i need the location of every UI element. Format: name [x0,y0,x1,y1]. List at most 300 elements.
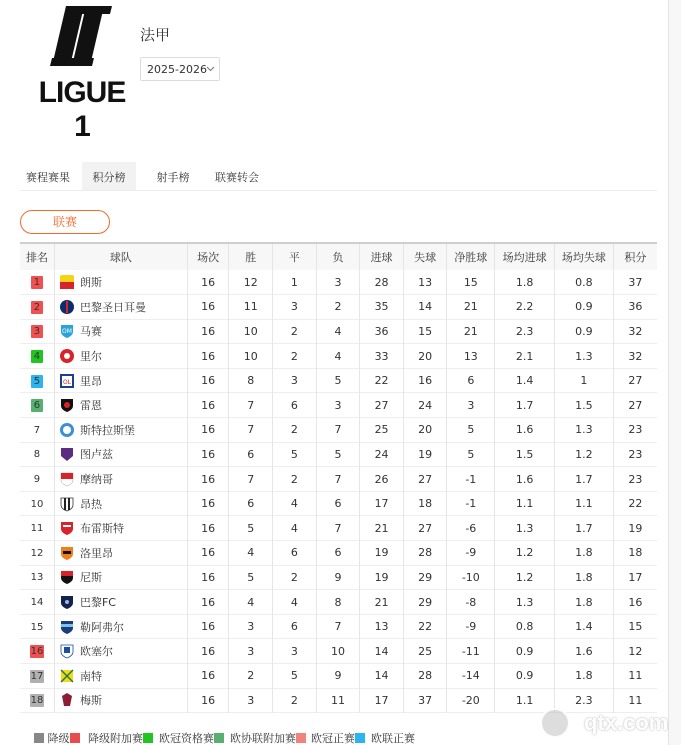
table-row[interactable] [20,270,657,295]
avg-goals-against-cell: 2.3 [555,688,614,713]
rank-cell [20,639,54,664]
rank-cell [20,319,54,344]
table-row[interactable] [20,639,657,664]
team-badge-lille-icon [59,348,75,364]
rank-cell [20,516,54,541]
league-filter-button[interactable]: 联赛 [20,210,110,234]
avg-goals-against-cell: 1.7 [555,467,614,492]
goals-for-cell: 28 [360,270,404,295]
rank-badge: 14 [30,597,44,609]
draws-cell: 6 [273,614,317,639]
goals-against-cell: 28 [403,664,447,689]
losses-cell: 6 [316,541,360,566]
team-badge-psg-icon [59,299,75,315]
goals-against-cell: 15 [403,319,447,344]
played-cell: 16 [187,295,229,320]
losses-cell: 8 [316,590,360,615]
league-name: 法甲 [140,26,171,44]
team-name[interactable]: 巴黎圣日耳曼 [79,300,146,314]
avg-goals-against-cell: 1.1 [555,491,614,516]
table-row[interactable] [20,491,657,516]
goals-against-cell: 27 [403,516,447,541]
legend-item-uel-main [371,730,415,745]
losses-cell: 5 [316,442,360,467]
table-row[interactable] [20,516,657,541]
rank-badge: 10 [30,498,44,510]
avg-goals-for-cell: 1.6 [495,418,555,443]
rank-badge: 15 [30,621,44,633]
col-header-avg-goals-against: 场均失球 [555,243,614,270]
avg-goals-against-cell: 1.8 [555,565,614,590]
wins-cell: 10 [229,344,273,369]
team-badge-nantes-icon [59,668,75,684]
losses-cell: 3 [316,270,360,295]
wins-cell: 3 [229,614,273,639]
wins-cell: 11 [229,295,273,320]
goals-against-cell: 24 [403,393,447,418]
rank-badge: 1 [31,276,43,289]
goals-for-cell: 14 [360,664,404,689]
wins-cell: 5 [229,565,273,590]
avg-goals-against-cell: 1.6 [555,639,614,664]
losses-cell: 2 [316,295,360,320]
team-badge-rennes-icon [59,397,75,413]
wins-cell: 12 [229,270,273,295]
rank-cell [20,393,54,418]
rank-badge: 16 [30,646,44,658]
table-row[interactable] [20,368,657,393]
legend-label: 降级附加赛 [88,732,143,745]
scrollbar[interactable] [669,0,681,745]
team-name[interactable]: 南特 [79,669,102,683]
goals-against-cell: 16 [403,368,447,393]
avg-goals-against-cell: 1.7 [555,516,614,541]
team-badge-toulouse-icon [59,446,75,462]
goals-for-cell: 35 [360,295,404,320]
table-row[interactable] [20,467,657,492]
draws-cell: 6 [273,541,317,566]
watermark-logo-icon [540,708,570,738]
legend-swatch [355,733,365,743]
team-name[interactable]: 朗斯 [79,276,102,290]
losses-cell: 7 [316,614,360,639]
table-row[interactable] [20,614,657,639]
col-header-draws: 平 [273,243,317,270]
goal-diff-cell: -14 [447,664,495,689]
team-name[interactable]: 布雷斯特 [79,522,124,536]
avg-goals-for-cell: 0.8 [495,614,555,639]
col-header-goal-diff: 净胜球 [447,243,495,270]
team-badge-auxerre-icon [59,643,75,659]
goals-against-cell: 13 [403,270,447,295]
avg-goals-against-cell: 1.8 [555,590,614,615]
avg-goals-for-cell: 1.7 [495,393,555,418]
team-cell[interactable] [54,270,187,295]
goal-diff-cell: 3 [447,393,495,418]
goals-for-cell: 17 [360,491,404,516]
played-cell: 16 [187,393,229,418]
col-header-wins: 胜 [229,243,273,270]
rank-cell [20,614,54,639]
team-badge-brest-icon [59,520,75,536]
points-cell: 23 [628,447,643,461]
avg-goals-against-cell: 1.8 [555,541,614,566]
played-cell: 16 [187,467,229,492]
points-cell: 11 [628,669,643,683]
team-name[interactable]: 马赛 [79,325,102,339]
goal-diff-cell: -9 [447,614,495,639]
team-name[interactable]: 里昂 [79,374,102,388]
rank-badge: 4 [31,350,43,363]
goal-diff-cell: -9 [447,541,495,566]
legend-item-ucl-qualifying [159,730,224,745]
rank-cell [20,270,54,295]
draws-cell: 2 [273,344,317,369]
draws-cell: 6 [273,393,317,418]
goals-against-cell: 19 [403,442,447,467]
team-badge-parisfc-icon [59,594,75,610]
avg-goals-for-cell: 1.8 [495,270,555,295]
avg-goals-against-cell: 0.9 [555,319,614,344]
col-header-losses: 负 [316,243,360,270]
losses-cell: 11 [316,688,360,713]
team-cell[interactable] [54,295,187,320]
team-badge-lens-icon [59,274,75,290]
legend-item-relegation-playoff [88,730,153,745]
draws-cell: 3 [273,639,317,664]
table-row[interactable] [20,565,657,590]
table-row[interactable] [20,664,657,689]
points-cell: 27 [628,398,643,412]
rank-cell [20,442,54,467]
losses-cell: 4 [316,344,360,369]
goal-diff-cell: -6 [447,516,495,541]
points-cell: 36 [628,300,643,314]
goals-for-cell: 22 [360,368,404,393]
avg-goals-against-cell: 1.4 [555,614,614,639]
played-cell: 16 [187,270,229,295]
goals-against-cell: 25 [403,639,447,664]
rank-badge: 17 [30,670,44,682]
draws-cell: 4 [273,590,317,615]
team-cell[interactable] [54,590,187,615]
losses-cell: 7 [316,418,360,443]
rank-badge: 8 [33,449,41,461]
goals-against-cell: 28 [403,541,447,566]
team-cell[interactable] [54,541,187,566]
losses-cell: 9 [316,565,360,590]
wins-cell: 7 [229,393,273,418]
goals-for-cell: 24 [360,442,404,467]
team-cell[interactable] [54,442,187,467]
goals-for-cell: 36 [360,319,404,344]
avg-goals-against-cell: 1.8 [555,664,614,689]
avg-goals-for-cell: 1.4 [495,368,555,393]
draws-cell: 1 [273,270,317,295]
tab-scorers[interactable]: 射手榜 [156,171,190,184]
avg-goals-for-cell: 1.1 [495,491,555,516]
standings-table [20,242,657,713]
team-name[interactable]: 图卢兹 [79,448,113,462]
goals-against-cell: 27 [403,467,447,492]
avg-goals-for-cell: 1.2 [495,541,555,566]
team-name[interactable]: 雷恩 [79,399,102,413]
col-header-goals-for: 进球 [360,243,404,270]
goal-diff-cell: 5 [447,418,495,443]
points-cell: 32 [628,324,643,338]
team-cell[interactable] [54,393,187,418]
team-cell[interactable] [54,491,187,516]
draws-cell: 3 [273,295,317,320]
team-badge-strasbourg-icon [59,422,75,438]
rank-cell [20,565,54,590]
played-cell: 16 [187,442,229,467]
played-cell: 16 [187,688,229,713]
col-header-played: 场次 [187,243,229,270]
goals-for-cell: 14 [360,639,404,664]
wins-cell: 6 [229,491,273,516]
table-header-row [20,243,657,270]
team-badge-marseille-icon [59,323,75,339]
team-cell[interactable] [54,614,187,639]
table-row[interactable] [20,418,657,443]
team-cell[interactable] [54,688,187,713]
goals-against-cell: 20 [403,344,447,369]
draws-cell: 4 [273,491,317,516]
losses-cell: 7 [316,516,360,541]
rank-cell [20,368,54,393]
wins-cell: 8 [229,368,273,393]
avg-goals-for-cell: 1.5 [495,442,555,467]
svg-text:OL: OL [62,378,72,386]
goal-diff-cell: 5 [447,442,495,467]
team-cell[interactable] [54,319,187,344]
goals-for-cell: 13 [360,614,404,639]
goal-diff-cell: 13 [447,344,495,369]
avg-goals-against-cell: 0.9 [555,295,614,320]
team-name[interactable]: 洛里昂 [79,546,113,560]
points-cell: 32 [628,349,643,363]
table-row[interactable] [20,541,657,566]
legend-item-uecl-playoff [230,730,306,745]
col-header-points: 积分 [624,251,647,264]
legend-label: 欧冠资格赛 [159,732,214,745]
goals-against-cell: 20 [403,418,447,443]
played-cell: 16 [187,541,229,566]
rank-badge: 11 [30,523,44,535]
played-cell: 16 [187,368,229,393]
team-cell[interactable] [54,565,187,590]
rank-cell [20,541,54,566]
team-name[interactable]: 摩纳哥 [79,473,113,487]
col-header-team: 球队 [54,243,187,270]
team-cell[interactable] [54,368,187,393]
rank-cell [20,344,54,369]
team-cell[interactable] [54,344,187,369]
rank-cell [20,664,54,689]
wins-cell: 3 [229,639,273,664]
team-name[interactable]: 尼斯 [79,571,102,585]
losses-cell: 3 [316,393,360,418]
rank-cell [20,491,54,516]
avg-goals-for-cell: 1.1 [495,688,555,713]
played-cell: 16 [187,639,229,664]
team-name[interactable]: 斯特拉斯堡 [79,423,135,437]
goals-against-cell: 18 [403,491,447,516]
goals-against-cell: 37 [403,688,447,713]
avg-goals-against-cell: 1.3 [555,418,614,443]
legend-swatch [214,733,224,743]
rank-badge: 13 [30,572,44,584]
goal-diff-cell: -1 [447,467,495,492]
team-cell[interactable] [54,639,187,664]
points-cell: 15 [628,620,643,634]
draws-cell: 2 [273,418,317,443]
goals-against-cell: 29 [403,590,447,615]
team-name[interactable]: 昂热 [79,497,102,511]
avg-goals-for-cell: 1.3 [495,590,555,615]
team-badge-nice-icon [59,569,75,585]
draws-cell: 2 [273,688,317,713]
avg-goals-for-cell: 2.3 [495,319,555,344]
losses-cell: 5 [316,368,360,393]
goal-diff-cell: 15 [447,270,495,295]
goals-for-cell: 17 [360,688,404,713]
svg-text:OM: OM [62,328,72,336]
avg-goals-for-cell: 0.9 [495,639,555,664]
wins-cell: 2 [229,664,273,689]
draws-cell: 5 [273,442,317,467]
played-cell: 16 [187,565,229,590]
points-cell: 23 [628,472,643,486]
losses-cell: 10 [316,639,360,664]
legend-swatch [296,733,306,743]
team-badge-lehavre-icon [59,619,75,635]
points-cell: 37 [628,275,643,289]
rank-cell [20,418,54,443]
team-name[interactable]: 巴黎FC [79,596,116,610]
wins-cell: 5 [229,516,273,541]
wins-cell: 4 [229,541,273,566]
rank-badge: 3 [31,325,43,338]
wins-cell: 3 [229,688,273,713]
goals-for-cell: 33 [360,344,404,369]
team-name[interactable]: 梅斯 [79,694,102,708]
goals-against-cell: 22 [403,614,447,639]
team-cell[interactable] [54,516,187,541]
avg-goals-for-cell: 2.2 [495,295,555,320]
season-select[interactable] [140,57,220,81]
table-row[interactable] [20,442,657,467]
avg-goals-for-cell: 0.9 [495,664,555,689]
goal-diff-cell: -1 [447,491,495,516]
team-name[interactable]: 勒阿弗尔 [79,620,124,634]
avg-goals-for-cell: 1.2 [495,565,555,590]
table-row[interactable] [20,393,657,418]
ligue1-logo [36,4,128,143]
wins-cell: 6 [229,442,273,467]
team-badge-monaco-icon [59,471,75,487]
wins-cell: 7 [229,467,273,492]
goal-diff-cell: 6 [447,368,495,393]
goals-for-cell: 25 [360,418,404,443]
team-cell[interactable] [54,664,187,689]
goals-for-cell: 21 [360,516,404,541]
goal-diff-cell: -10 [447,565,495,590]
losses-cell: 7 [316,467,360,492]
played-cell: 16 [187,418,229,443]
season-value: 2025-2026 [147,63,207,76]
avg-goals-for-cell: 2.1 [495,344,555,369]
rank-cell [20,688,54,713]
goal-diff-cell: 21 [447,319,495,344]
wins-cell: 10 [229,319,273,344]
table-row[interactable] [20,344,657,369]
goal-diff-cell: 21 [447,295,495,320]
legend-item-relegation [34,730,80,745]
goals-for-cell: 19 [360,541,404,566]
points-cell: 22 [628,497,643,511]
goal-diff-cell: -8 [447,590,495,615]
tab-standings[interactable]: 积分榜 [82,162,136,190]
rank-badge: 7 [33,424,41,436]
table-row[interactable] [20,319,657,344]
played-cell: 16 [187,590,229,615]
legend-lead-swatch [34,733,44,743]
played-cell: 16 [187,344,229,369]
goals-against-cell: 14 [403,295,447,320]
team-badge-angers-icon [59,496,75,512]
col-header-avg-goals-for: 场均进球 [495,243,555,270]
table-row[interactable] [20,295,657,320]
watermark-text: qtx.com [584,710,669,735]
avg-goals-against-cell: 0.8 [555,270,614,295]
points-cell: 19 [628,521,643,535]
legend-label: 欧协联附加赛 [230,732,296,745]
chevron-down-icon [206,63,215,72]
avg-goals-against-cell: 1.3 [555,344,614,369]
points-cell: 17 [628,570,643,584]
goals-for-cell: 19 [360,565,404,590]
draws-cell: 2 [273,467,317,492]
goals-against-cell: 29 [403,565,447,590]
table-row[interactable] [20,590,657,615]
avg-goals-against-cell: 1 [555,368,614,393]
draws-cell: 3 [273,368,317,393]
rank-cell [20,467,54,492]
rank-badge: 2 [31,301,43,314]
legend-label: 欧冠正赛 [311,732,355,745]
team-cell[interactable] [54,467,187,492]
tab-transfers[interactable]: 联赛转会 [215,171,259,184]
points-cell: 12 [628,644,643,658]
wins-cell: 7 [229,418,273,443]
played-cell: 16 [187,664,229,689]
team-name[interactable]: 里尔 [79,350,102,364]
legend-swatch [70,733,80,743]
legend-item-ucl-main [311,730,365,745]
rank-badge: 12 [30,547,44,559]
rank-badge: 9 [33,474,41,486]
team-badge-metz-icon [59,692,75,708]
tab-schedule[interactable]: 赛程赛果 [26,171,70,184]
points-cell: 16 [628,595,643,609]
team-cell[interactable] [54,418,187,443]
played-cell: 16 [187,319,229,344]
team-name[interactable]: 欧塞尔 [79,645,113,659]
points-cell: 11 [628,693,643,707]
avg-goals-against-cell: 1.5 [555,393,614,418]
